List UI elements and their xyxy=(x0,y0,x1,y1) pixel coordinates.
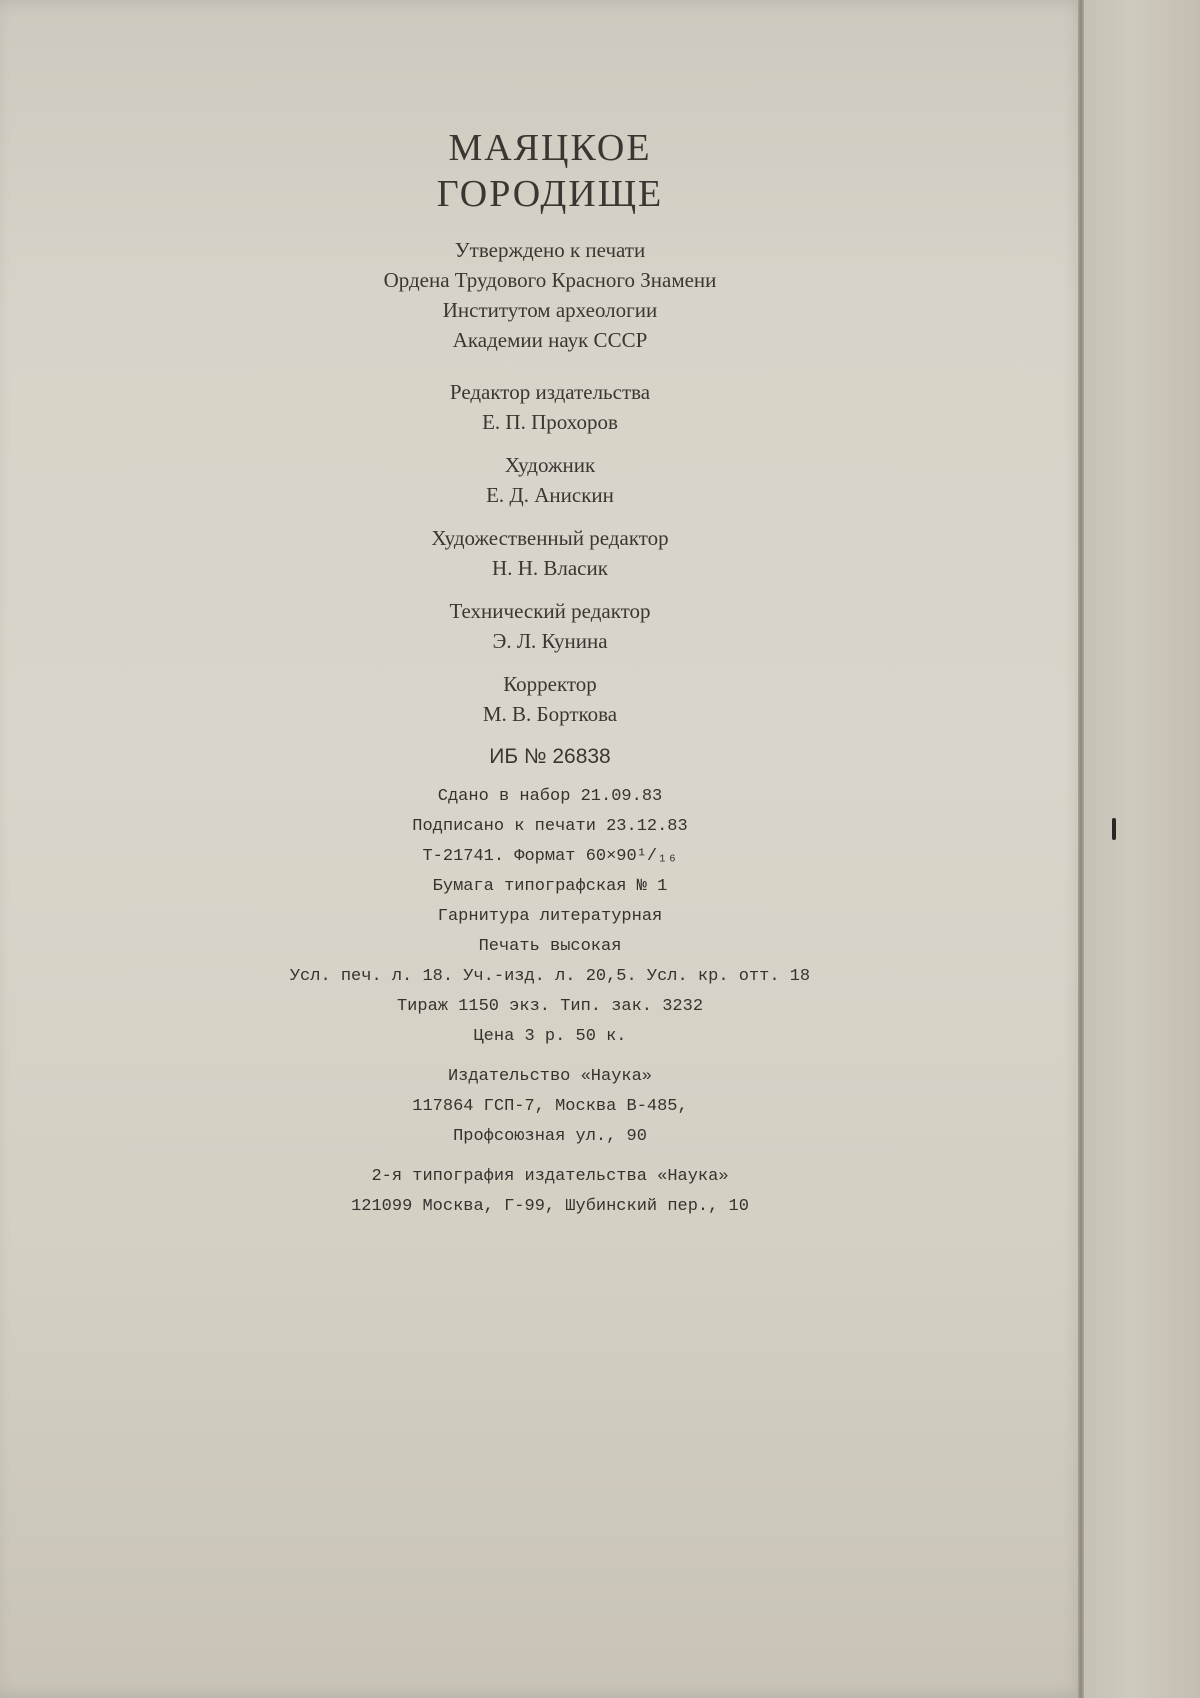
publisher-line: 117864 ГСП-7, Москва В-485, xyxy=(412,1097,688,1116)
credit-role: Корректор xyxy=(503,672,597,696)
credit-publishing-editor xyxy=(250,377,850,437)
print-detail-line: Т-21741. Формат 60×90¹/₁₆ xyxy=(422,847,678,866)
credit-name: Н. Н. Власик xyxy=(492,556,608,580)
print-detail-line: Подписано к печати 23.12.83 xyxy=(412,817,688,836)
credit-name: Е. П. Прохоров xyxy=(482,410,618,434)
print-detail-line: Сдано в набор 21.09.83 xyxy=(437,787,663,806)
publisher-line: Профсоюзная ул., 90 xyxy=(453,1127,647,1146)
approval-line: Ордена Трудового Красного Знамени xyxy=(383,268,717,292)
book-title xyxy=(250,125,850,217)
credit-proofreader xyxy=(250,669,850,729)
credit-artist xyxy=(250,450,850,510)
approval-line: Утверждено к печати xyxy=(454,238,646,262)
credit-name: Е. Д. Анискин xyxy=(486,483,614,507)
book-title-line: ГОРОДИЩЕ xyxy=(436,173,664,215)
approval-line: Академии наук СССР xyxy=(452,328,648,352)
printer-line: 2-я типография издательства «Наука» xyxy=(371,1167,729,1186)
book-title-line: МАЯЦКОЕ xyxy=(448,127,652,169)
print-detail-line: Печать высокая xyxy=(478,937,622,956)
credit-art-editor xyxy=(250,523,850,583)
colophon xyxy=(250,125,850,1222)
credit-role: Редактор издательства xyxy=(449,380,651,404)
credit-name: Э. Л. Кунина xyxy=(492,629,608,653)
page-mark xyxy=(1112,818,1116,840)
ib-number: ИБ № 26838 xyxy=(489,745,611,768)
credit-technical-editor xyxy=(250,596,850,656)
credit-role: Художник xyxy=(504,453,596,477)
print-detail-line: Цена 3 р. 50 к. xyxy=(473,1027,627,1046)
facing-page-edge xyxy=(1084,0,1200,1698)
credit-role: Художественный редактор xyxy=(431,526,669,550)
print-detail-line: Гарнитура литературная xyxy=(437,907,663,926)
approval-line: Институтом археологии xyxy=(442,298,658,322)
print-detail-line: Бумага типографская № 1 xyxy=(432,877,668,896)
print-detail-line: Усл. печ. л. 18. Уч.-изд. л. 20,5. Усл. кр. отт. 18 xyxy=(289,967,811,986)
approval-statement xyxy=(250,235,850,355)
print-details xyxy=(250,782,850,1222)
credit-role: Технический редактор xyxy=(449,599,651,623)
publisher-line: Издательство «Наука» xyxy=(447,1067,653,1086)
printer-line: 121099 Москва, Г-99, Шубинский пер., 10 xyxy=(351,1197,749,1216)
credit-name: М. В. Борткова xyxy=(482,702,618,726)
print-detail-line: Тираж 1150 экз. Тип. зак. 3232 xyxy=(396,997,704,1016)
